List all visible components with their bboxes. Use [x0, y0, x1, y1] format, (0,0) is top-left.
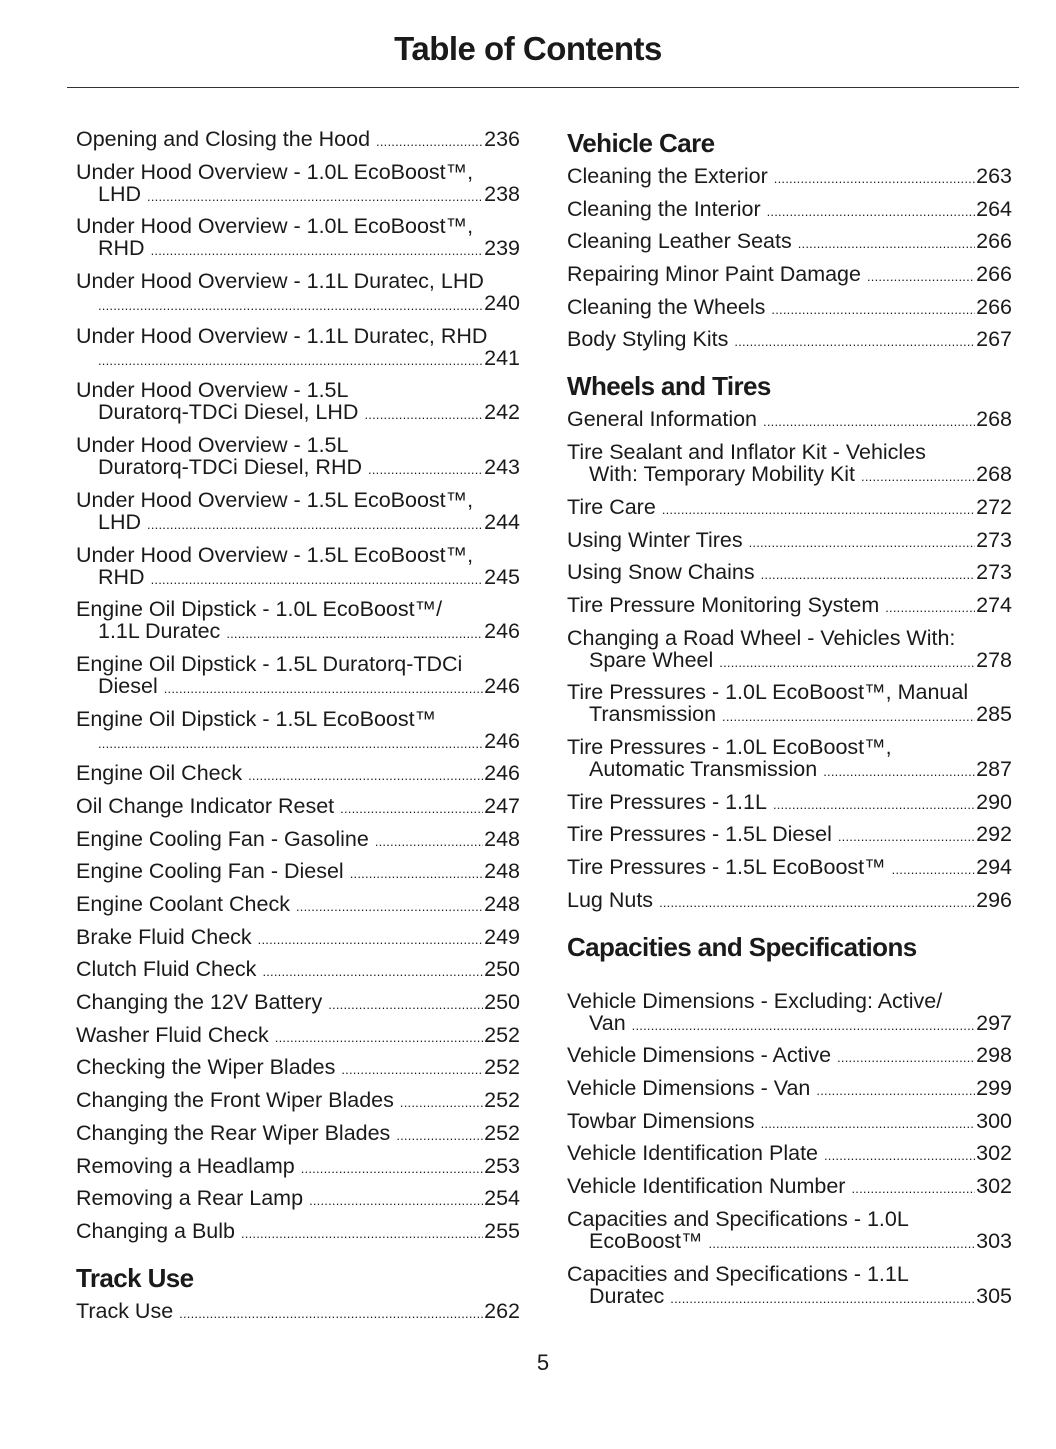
toc-entry-title: Washer Fluid Check [76, 1022, 269, 1047]
toc-entry-title: Engine Oil Dipstick - 1.5L Duratorq-TDCi [76, 651, 463, 676]
toc-entry-title: Tire Pressures - 1.1L [567, 789, 767, 814]
toc-page-number: 250 [484, 957, 520, 982]
toc-page-number: 268 [976, 462, 1012, 487]
toc-entry-title: Tire Pressure Monitoring System [567, 592, 880, 617]
toc-entry-title: Oil Change Indicator Reset [76, 793, 335, 818]
toc-page-number: 290 [976, 789, 1012, 814]
toc-page-number: 247 [484, 793, 520, 818]
toc-entry-title: Cleaning the Interior [567, 196, 761, 221]
toc-page-number: 252 [484, 1055, 520, 1080]
toc-page-number: 248 [484, 859, 520, 884]
toc-entry-title: Under Hood Overview - 1.5L [76, 378, 349, 403]
dot-leader [375, 828, 483, 853]
dot-leader [798, 230, 975, 255]
toc-entry[interactable] [567, 627, 1012, 674]
dot-leader [773, 791, 975, 816]
toc-entry-title: Changing the Rear Wiper Blades [76, 1120, 391, 1145]
toc-entry-title: RHD [98, 564, 145, 589]
toc-left-column [76, 128, 520, 1333]
toc-entry-title: Capacities and Specifications - 1.0L [567, 1206, 909, 1231]
toc-page-number: 246 [484, 761, 520, 786]
toc-entry[interactable] [76, 544, 520, 591]
toc-entry[interactable] [76, 653, 520, 700]
toc-entry-title: Duratec [589, 1283, 665, 1308]
toc-entry-title: LHD [98, 181, 142, 206]
toc-entry[interactable] [76, 926, 520, 951]
toc-entry-title: Vehicle Identification Number [567, 1174, 846, 1199]
toc-entry[interactable] [567, 1208, 1012, 1255]
dot-leader [328, 991, 483, 1016]
toc-page-number: 244 [484, 509, 520, 534]
dot-leader [851, 1175, 975, 1200]
dot-leader [709, 1230, 976, 1255]
toc-entry-title: Tire Pressures - 1.0L EcoBoost™, [567, 734, 892, 759]
dot-leader [248, 762, 483, 787]
dot-leader [396, 1122, 483, 1147]
dot-leader [98, 347, 483, 372]
toc-page-number: 263 [976, 164, 1012, 188]
toc-page-number: 252 [484, 1088, 520, 1113]
toc-page-number: 236 [484, 127, 520, 151]
dot-leader [340, 795, 483, 820]
toc-entry[interactable] [567, 736, 1012, 783]
toc-page-number: 292 [976, 822, 1012, 847]
toc-page-number: 245 [484, 564, 520, 589]
toc-page-number: 255 [484, 1218, 520, 1243]
toc-entry[interactable] [76, 1122, 520, 1147]
toc-page-number: 246 [484, 673, 520, 698]
toc-entry[interactable] [76, 379, 520, 426]
toc-page-number: 302 [976, 1174, 1012, 1199]
toc-entry[interactable] [76, 1220, 520, 1245]
page-number: 5 [536, 1350, 550, 1375]
toc-page-number: 246 [484, 619, 520, 644]
toc-page-number: 242 [484, 400, 520, 425]
toc-entry[interactable] [76, 1056, 520, 1081]
dot-leader [767, 198, 976, 223]
dot-leader [761, 1110, 976, 1135]
toc-entry[interactable] [76, 1089, 520, 1114]
toc-entry[interactable] [76, 708, 520, 755]
section-heading-track-use: Track Use [76, 1262, 194, 1293]
toc-entry-title: EcoBoost™ [589, 1228, 703, 1253]
toc-page-number: 298 [976, 1043, 1012, 1068]
toc-entry[interactable] [76, 828, 520, 853]
toc-entry[interactable] [76, 128, 520, 153]
toc-entry-title: Under Hood Overview - 1.5L [76, 433, 349, 458]
toc-entry[interactable] [567, 441, 1012, 488]
dot-leader [734, 328, 975, 353]
toc-page-number: 299 [976, 1076, 1012, 1101]
toc-entry[interactable] [567, 263, 1012, 288]
toc-entry-title: Under Hood Overview - 1.5L EcoBoost™, [76, 542, 474, 567]
toc-page-number: 248 [484, 826, 520, 851]
toc-entry[interactable] [76, 325, 520, 372]
toc-page-number: 249 [484, 924, 520, 949]
toc-entry[interactable] [567, 1142, 1012, 1167]
dot-leader [774, 165, 975, 190]
toc-entry-title: Opening and Closing the Hood [76, 127, 371, 151]
toc-entry[interactable] [567, 681, 1012, 728]
toc-entry[interactable] [567, 296, 1012, 321]
toc-page-number: 253 [484, 1153, 520, 1178]
dot-leader [275, 1024, 483, 1049]
toc-entry[interactable] [567, 594, 1012, 619]
toc-entry[interactable] [567, 198, 1012, 223]
toc-page-number: 264 [976, 196, 1012, 221]
toc-page-number: 272 [976, 494, 1012, 519]
toc-page-number: 294 [976, 855, 1012, 879]
toc-entry[interactable] [567, 165, 1012, 190]
toc-entry-title: Using Winter Tires [567, 527, 743, 552]
dot-leader [761, 561, 976, 586]
dot-leader [670, 1285, 975, 1310]
toc-entry-title: Tire Pressures - 1.0L EcoBoost™, Manual [567, 680, 969, 705]
dot-leader [722, 703, 975, 728]
toc-entry-title: Lug Nuts [567, 887, 654, 912]
toc-page-number: 296 [976, 887, 1012, 912]
toc-entry[interactable] [76, 1300, 520, 1325]
toc-page-number: 273 [976, 560, 1012, 585]
toc-entry-title: Engine Oil Check [76, 761, 243, 786]
toc-entry[interactable] [567, 230, 1012, 255]
toc-entry-title: RHD [98, 236, 145, 261]
toc-entry-title: Using Snow Chains [567, 560, 755, 585]
toc-entry-title: Engine Cooling Fan - Diesel [76, 859, 344, 884]
toc-entry-title: Changing the 12V Battery [76, 990, 323, 1015]
toc-page-number: 305 [976, 1283, 1012, 1308]
toc-entry-title: Cleaning the Wheels [567, 294, 766, 319]
toc-entry-title: Track Use [76, 1298, 174, 1323]
toc-entry[interactable] [567, 1110, 1012, 1135]
toc-page-number: 243 [484, 455, 520, 480]
toc-entry[interactable] [567, 1077, 1012, 1102]
toc-page-number: 252 [484, 1120, 520, 1145]
toc-page-number: 285 [976, 702, 1012, 727]
toc-entry-title: Engine Oil Dipstick - 1.5L EcoBoost™ [76, 706, 437, 731]
toc-entry-title: Automatic Transmission [589, 756, 818, 781]
toc-entry[interactable] [567, 1175, 1012, 1200]
toc-page-number: 273 [976, 527, 1012, 552]
toc-entry-title: Engine Coolant Check [76, 892, 290, 916]
toc-entry-title: Tire Pressures - 1.5L Diesel [567, 822, 832, 847]
toc-entry-title: Capacities and Specifications - 1.1L [567, 1261, 909, 1286]
toc-page-number: 252 [484, 1022, 520, 1047]
toc-entry-title: Changing a Bulb [76, 1218, 235, 1243]
toc-right-column [567, 128, 1012, 1317]
toc-entry-title: With: Temporary Mobility Kit [589, 462, 856, 487]
toc-entry-title: Under Hood Overview - 1.5L EcoBoost™, [76, 487, 474, 512]
toc-page-number: 300 [976, 1108, 1012, 1133]
dot-leader [376, 128, 483, 153]
toc-entry[interactable] [76, 215, 520, 262]
toc-entry-title: 1.1L Duratec [98, 619, 221, 644]
dot-leader [771, 296, 975, 321]
toc-entry[interactable] [76, 893, 520, 918]
toc-entry[interactable] [76, 958, 520, 983]
dot-leader [164, 675, 483, 700]
toc-entry-title: Spare Wheel [589, 647, 714, 672]
dot-leader [98, 730, 483, 755]
dot-leader [98, 292, 483, 317]
toc-page-number: 268 [976, 407, 1012, 432]
toc-entry-title: Engine Cooling Fan - Gasoline [76, 826, 369, 851]
dot-leader [824, 1142, 975, 1167]
dot-leader [837, 1044, 975, 1069]
toc-entry[interactable] [567, 990, 1012, 1037]
toc-entry[interactable] [76, 1024, 520, 1049]
dot-leader [179, 1300, 483, 1325]
page-title: Table of Contents [394, 30, 662, 67]
toc-entry-title: Cleaning Leather Seats [567, 229, 792, 254]
toc-page-number: 262 [484, 1298, 520, 1323]
toc-page-number: 238 [484, 181, 520, 206]
toc-entry[interactable] [567, 823, 1012, 848]
toc-entry-title: Vehicle Dimensions - Active [567, 1043, 832, 1068]
toc-entry[interactable] [567, 1263, 1012, 1310]
dot-leader [719, 649, 975, 674]
dot-leader [838, 823, 975, 848]
dot-leader [659, 889, 975, 914]
dot-leader [147, 183, 483, 208]
section-heading-capacities-and-specifications: Capacities and Specifications [567, 931, 917, 962]
dot-leader [662, 496, 975, 521]
toc-page-number: 274 [976, 592, 1012, 617]
toc-entry-title: Checking the Wiper Blades [76, 1055, 336, 1080]
toc-page-number: 241 [484, 345, 520, 370]
toc-entry-title: General Information [567, 407, 758, 432]
toc-entry[interactable] [76, 1155, 520, 1180]
section-heading-wheels-and-tires: Wheels and Tires [567, 371, 771, 402]
toc-entry[interactable] [76, 598, 520, 645]
toc-page-number: 303 [976, 1228, 1012, 1253]
toc-entry-title: Changing the Front Wiper Blades [76, 1088, 394, 1113]
dot-leader [151, 566, 484, 591]
toc-page-number: 267 [976, 327, 1012, 352]
toc-page-number: 297 [976, 1010, 1012, 1035]
toc-page-number: 287 [976, 756, 1012, 781]
toc-entry[interactable] [76, 991, 520, 1016]
toc-entry-title: Under Hood Overview - 1.1L Duratec, RHD [76, 323, 488, 348]
toc-entry[interactable] [567, 889, 1012, 914]
toc-page-number: 278 [976, 647, 1012, 672]
title-divider [67, 87, 1019, 88]
toc-entry[interactable] [567, 408, 1012, 433]
dot-leader [867, 263, 975, 288]
toc-entry-title: Removing a Headlamp [76, 1153, 295, 1178]
dot-leader [368, 456, 483, 481]
toc-entry-title: Van [589, 1010, 626, 1035]
toc-entry-title: LHD [98, 509, 142, 534]
dot-leader [749, 529, 976, 554]
toc-entry-title: Vehicle Identification Plate [567, 1141, 818, 1166]
toc-entry-title: Duratorq-TDCi Diesel, RHD [98, 455, 363, 480]
toc-entry-title: Vehicle Dimensions - Excluding: Active/ [567, 988, 943, 1013]
toc-entry[interactable] [567, 496, 1012, 521]
dot-leader [400, 1089, 483, 1114]
toc-entry-title: Vehicle Dimensions - Van [567, 1076, 811, 1101]
toc-entry-title: Towbar Dimensions [567, 1108, 755, 1133]
toc-entry[interactable] [567, 328, 1012, 353]
toc-page-number: 254 [484, 1186, 520, 1211]
toc-entry-title: Under Hood Overview - 1.0L EcoBoost™, [76, 159, 474, 184]
toc-page-number: 248 [484, 892, 520, 916]
section-heading-vehicle-care: Vehicle Care [567, 128, 715, 158]
dot-leader [301, 1155, 483, 1180]
toc-entry-title: Cleaning the Exterior [567, 164, 768, 188]
toc-page-number: 246 [484, 728, 520, 753]
dot-leader [763, 408, 975, 433]
toc-entry-title: Engine Oil Dipstick - 1.0L EcoBoost™/ [76, 597, 443, 622]
dot-leader [258, 926, 483, 951]
toc-entry-title: Under Hood Overview - 1.1L Duratec, LHD [76, 269, 484, 294]
toc-entry-title: Tire Sealant and Inflator Kit - Vehicles [567, 440, 926, 465]
toc-page-number: 302 [976, 1141, 1012, 1166]
toc-entry[interactable] [76, 762, 520, 787]
toc-entry-title: Tire Care [567, 494, 656, 519]
toc-entry-title: Tire Pressures - 1.5L EcoBoost™ [567, 855, 886, 879]
dot-leader [350, 860, 483, 885]
toc-entry[interactable] [567, 561, 1012, 586]
toc-page-number: 250 [484, 990, 520, 1015]
toc-entry-title: Diesel [98, 673, 158, 698]
toc-entry[interactable] [76, 795, 520, 820]
toc-entry[interactable] [76, 270, 520, 317]
dot-leader [262, 958, 483, 983]
toc-entry-title: Duratorq-TDCi Diesel, LHD [98, 400, 359, 425]
dot-leader [151, 237, 484, 262]
toc-entry-title: Under Hood Overview - 1.0L EcoBoost™, [76, 214, 474, 239]
dot-leader [147, 511, 483, 536]
toc-entry[interactable] [76, 489, 520, 536]
dot-leader [892, 856, 975, 881]
dot-leader [861, 463, 975, 488]
toc-entry[interactable] [567, 529, 1012, 554]
toc-page-number: 240 [484, 291, 520, 316]
toc-entry[interactable] [76, 434, 520, 481]
dot-leader [364, 401, 483, 426]
dot-leader [296, 893, 483, 918]
toc-entry[interactable] [567, 791, 1012, 816]
toc-page-number: 266 [976, 229, 1012, 254]
dot-leader [309, 1187, 483, 1212]
toc-entry-title: Repairing Minor Paint Damage [567, 262, 861, 287]
toc-entry-title: Removing a Rear Lamp [76, 1186, 304, 1211]
toc-entry-title: Clutch Fluid Check [76, 957, 257, 982]
dot-leader [823, 758, 975, 783]
toc-page-number: 239 [484, 236, 520, 261]
dot-leader [632, 1012, 975, 1037]
dot-leader [885, 594, 975, 619]
toc-entry-title: Transmission [589, 702, 717, 727]
dot-leader [241, 1220, 483, 1245]
toc-entry[interactable] [76, 860, 520, 885]
dot-leader [816, 1077, 975, 1102]
toc-entry[interactable] [76, 1187, 520, 1212]
toc-page-number: 266 [976, 294, 1012, 319]
toc-entry-title: Body Styling Kits [567, 327, 729, 352]
dot-leader [341, 1056, 483, 1081]
toc-entry[interactable] [76, 161, 520, 208]
toc-page-number: 266 [976, 262, 1012, 287]
toc-entry[interactable] [567, 1044, 1012, 1069]
dot-leader [226, 620, 483, 645]
toc-entry-title: Brake Fluid Check [76, 924, 252, 949]
toc-entry[interactable] [567, 856, 1012, 881]
toc-entry-title: Changing a Road Wheel - Vehicles With: [567, 625, 956, 650]
